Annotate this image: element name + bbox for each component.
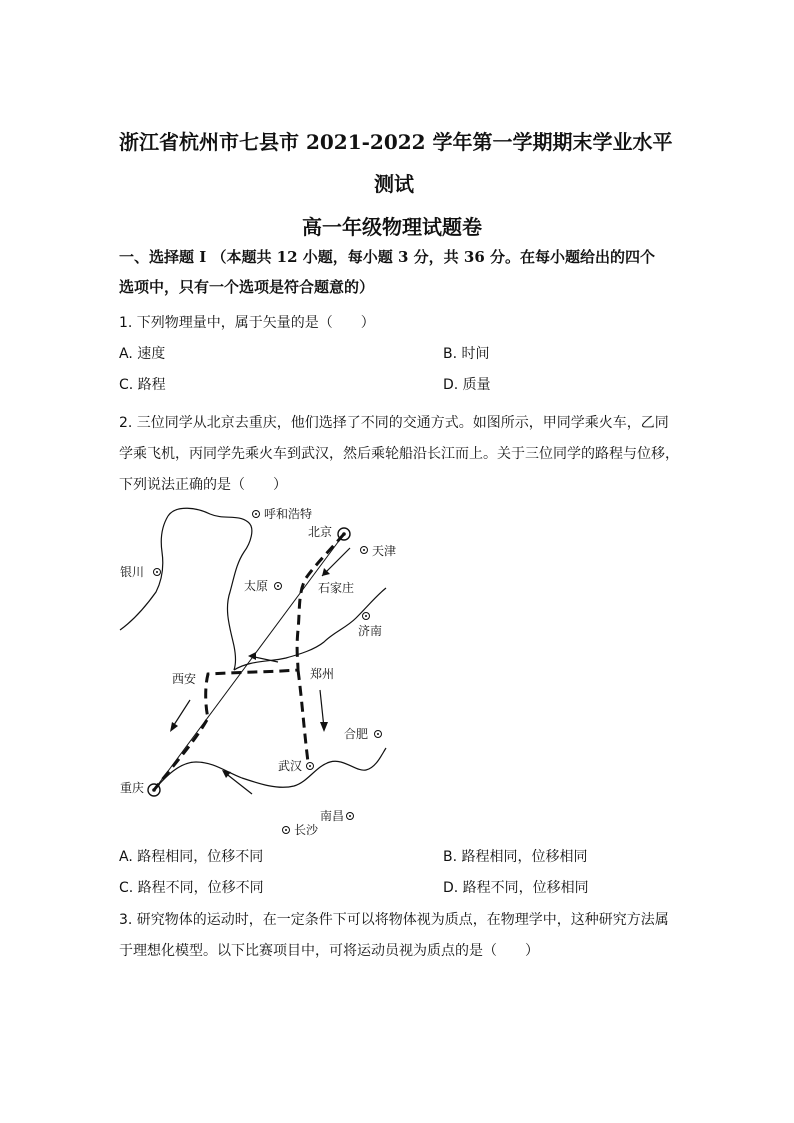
question-1-option-b: B. 时间 <box>443 346 490 362</box>
city-label-yinchuan: 银川 <box>120 565 145 579</box>
question-3-stem-line2: 于理想化模型。以下比赛项目中，可将运动员视为质点的是（ ） <box>119 943 539 959</box>
section-heading-line2: 选项中，只有一个选项是符合题意的） <box>119 278 375 296</box>
city-label-chongqing: 重庆 <box>120 781 145 795</box>
arrow-southwest <box>172 700 190 728</box>
question-2-stem-line1: 2. 三位同学从北京去重庆，他们选择了不同的交通方式。如图所示，甲同学乘火车，乙同 <box>119 415 669 431</box>
city-label-tianjin: 天津 <box>372 544 397 558</box>
question-2-stem-line2: 学乘飞机，丙同学先乘火车到武汉，然后乘轮船沿长江而上。关于三位同学的路程与位移， <box>119 446 679 462</box>
question-2-option-b: B. 路程相同，位移相同 <box>443 849 588 865</box>
city-label-wuhan: 武汉 <box>278 759 303 773</box>
city-label-changsha: 长沙 <box>294 823 319 837</box>
question-1-stem: 1. 下列物理量中，属于矢量的是（ ） <box>119 315 375 331</box>
arrow-head-icon <box>170 722 178 732</box>
question-1-option-c: C. 路程 <box>119 377 166 393</box>
question-2-option-a: A. 路程相同，位移不同 <box>119 849 264 865</box>
city-label-beijing: 北京 <box>308 525 333 539</box>
question-2-option-c: C. 路程不同，位移不同 <box>119 880 264 896</box>
city-label-zhengzhou: 郑州 <box>310 667 335 681</box>
city-label-nanchang: 南昌 <box>320 809 345 823</box>
train-route-to-wuhan-line <box>298 670 308 762</box>
city-label-shijiazhuang: 石家庄 <box>318 581 355 595</box>
page-title-line2: 测试 <box>374 172 414 196</box>
question-1-option-d: D. 质量 <box>443 377 491 393</box>
city-label-taiyuan: 太原 <box>244 579 269 593</box>
city-label-hefei: 合肥 <box>344 727 369 741</box>
yangtze-river-line <box>154 748 386 790</box>
question-1-option-a: A. 速度 <box>119 346 166 362</box>
question-2-option-d: D. 路程不同，位移相同 <box>443 880 589 896</box>
arrow-head-icon <box>248 652 256 660</box>
section-heading-line1: 一、选择题 I （本题共 12 小题，每小题 3 分，共 36 分。在每小题给出的四个 <box>119 248 655 266</box>
route-map-figure <box>110 500 400 840</box>
city-label-jinan: 济南 <box>358 624 383 638</box>
question-2-stem-line3: 下列说法正确的是（ ） <box>119 477 287 493</box>
arrow-head-icon <box>320 722 328 732</box>
page-title-line1: 浙江省杭州市七县市 2021-2022 学年第一学期期末学业水平 <box>119 130 673 154</box>
city-label-hohhot: 呼和浩特 <box>264 507 313 521</box>
question-3-stem-line1: 3. 研究物体的运动时，在一定条件下可以将物体视为质点，在物理学中，这种研究方法属 <box>119 912 669 928</box>
airplane-route-line <box>154 534 344 790</box>
city-label-xian: 西安 <box>172 672 197 686</box>
page-subtitle: 高一年级物理试题卷 <box>302 215 482 239</box>
border-line-north <box>168 508 252 670</box>
